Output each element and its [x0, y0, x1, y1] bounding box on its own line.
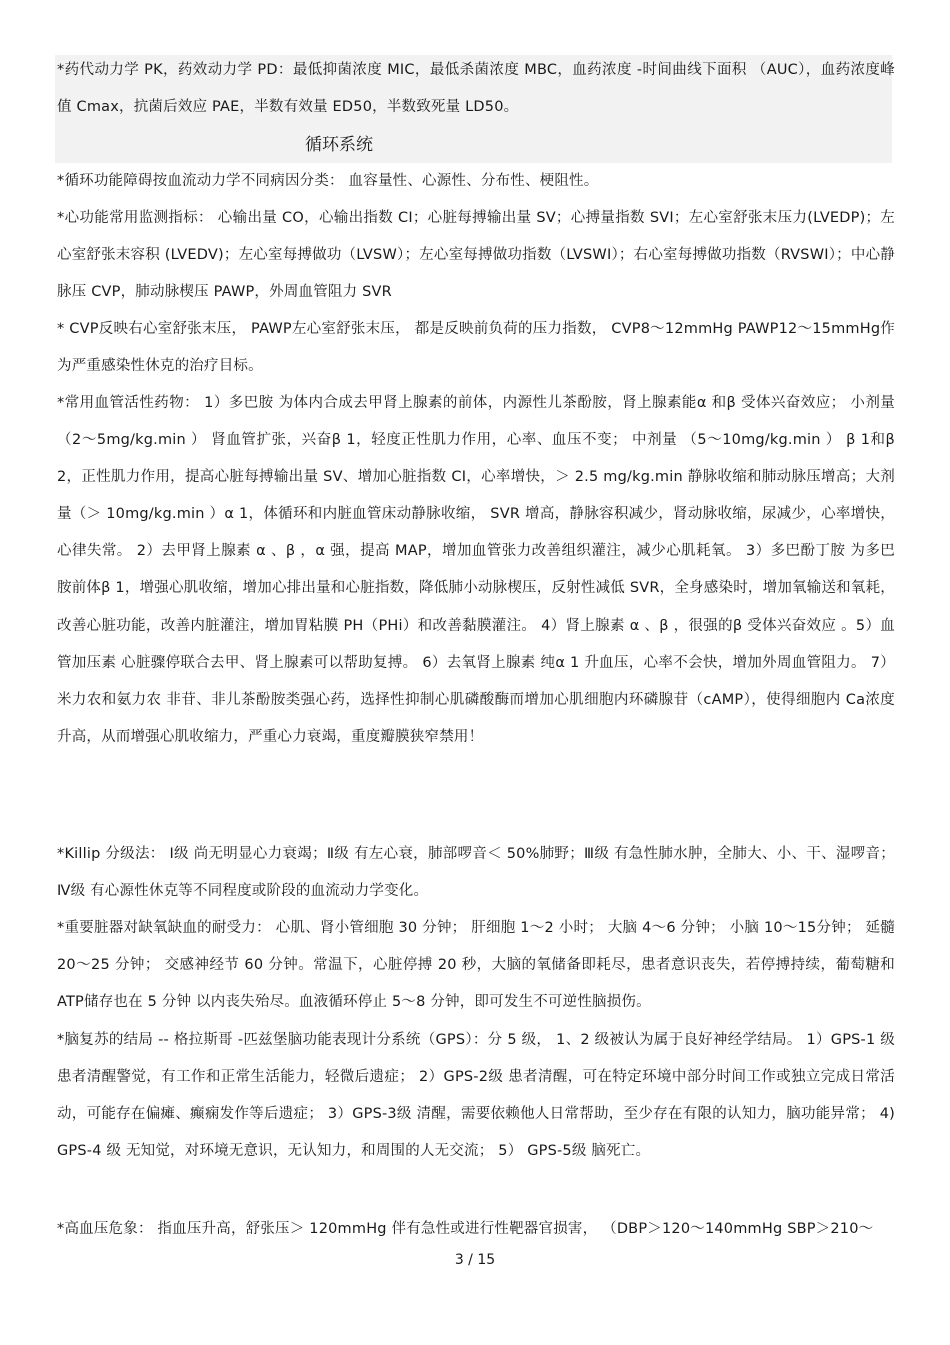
hypertensive-crisis-paragraph: *高血压危象： 指血压升高，舒张压＞ 120mmHg 伴有急性或进行性靶器官损害， （DBP＞120～140mmHg SBP＞210～ [57, 1221, 874, 1237]
cerebral-resuscitation-paragraph: *脑复苏的结局 -- 格拉斯哥 -匹兹堡脑功能表现计分系统（GPS）：分 5 级， 1、2 级被认为属于良好神经学结局。 1）GPS-1 级 患者清醒警觉，有工作和正常生活能力，轻微后遗症； 2）GPS-2级 患者清醒，可在特定环境中部分时间工作或独立完成日常活动，可能存在偏瘫、癫痫发作等后遗症； 3）GPS-3级 清醒，需要依赖他人日常帮助，至少存在有限的认知力，脑功能异常； 4) GPS-4 级 无知觉，对环境无意识，无认知力，和周围的人无交流； 5） GPS-5级 脑死亡。 [57, 1032, 895, 1160]
killip-classification-paragraph: *Killip 分级法： Ⅰ级 尚无明显心力衰竭；Ⅱ级 有左心衰，肺部啰音＜ 50%肺野；Ⅲ级 有急性肺水肿，全肺大、小、干、湿啰音；Ⅳ级 有心源性休克等不同程度或阶段的血流动力学变化。 [57, 846, 895, 900]
vasoactive-drugs-paragraph: *常用血管活性药物： 1）多巴胺 为体内合成去甲肾上腺素的前体，内源性儿茶酚胺，肾上腺素能α 和β 受体兴奋效应； 小剂量 （2～5mg/kg.min ） 肾血管扩张，兴奋β 1，轻度正性肌力作用，心率、血压不变； 中剂量 （5～10mg/kg.min ） β 1和β 2，正性肌力作用，提高心脏每搏输出量 SV、增加心脏指数 CI，心率增快，＞ 2.5 mg/kg.min 静脉收缩和肺动脉压增高；大剂量（＞ 10mg/kg.min ）α 1，体循环和内脏血管床动静脉收缩， SVR 增高，静脉容积减少，肾动脉收缩，尿减少，心率增快，心律失常。 2）去甲肾上腺素 α 、β ，α 强，提高 MAP，增加血管张力改善组织灌注，减少心肌耗氧。 3）多巴酚丁胺 为多巴胺前体β 1，增强心肌收缩，增加心排出量和心脏指数，降低肺小动脉楔压，反射性减低 SVR，全身感染时，增加氧输送和氧耗，改善心脏功能，改善内脏灌注，增加胃粘膜 PH（PHi）和改善黏膜灌注。 4）肾上腺素 α 、β ，很强的β 受体兴奋效应 。5）血管加压素 心脏骤停联合去甲、肾上腺素可以帮助复搏。 6）去氧肾上腺素 纯α 1 升血压，心率不会快，增加外周血管阻力。 7）米力农和氨力农 非苷、非儿茶酚胺类强心药，选择性抑制心肌磷酸酶而增加心肌细胞内环磷腺苷（cAMP），使得细胞内 Ca浓度升高，从而增强心肌收缩力，严重心力衰竭，重度瓣膜狭窄禁用！ [57, 395, 895, 745]
cardiac-monitoring-paragraph: *心功能常用监测指标： 心输出量 CO，心输出指数 CI；心脏每搏输出量 SV；心搏量指数 SVI；左心室舒张末压力(LVEDP)；左心室舒张末容积 (LVEDV)；左心室每搏做功（LVSW）；左心室每搏做功指数（LVSWI）；右心室每搏做功指数（RVSWI）；中心静脉压 CVP，肺动脉楔压 PAWP，外周血管阻力 SVR [57, 210, 895, 301]
ischemia-tolerance-paragraph: *重要脏器对缺氧缺血的耐受力： 心肌、肾小管细胞 30 分钟； 肝细胞 1～2 小时； 大脑 4～6 分钟； 小脑 10～15分钟； 延髓 20～25 分钟； 交感神经节 60 分钟。常温下，心脏停搏 20 秒，大脑的氧储备即耗尽，患者意识丧失，若停搏持续，葡萄糖和 ATP储存也在 5 分钟 以内丧失殆尽。血液循环停止 5～8 分钟，即可发生不可逆性脑损伤。 [57, 920, 895, 1011]
page-number: 3 / 15 [454, 1252, 496, 1268]
cvp-pawp-paragraph: * CVP反映右心室舒张末压， PAWP左心室舒张末压， 都是反映前负荷的压力指数， CVP8～12mmHg PAWP12～15mmHg作为严重感染性休克的治疗目标。 [57, 321, 895, 375]
pharmacology-terms-paragraph: *药代动力学 PK，药效动力学 PD：最低抑菌浓度 MIC，最低杀菌浓度 MBC，血药浓度 -时间曲线下面积 （AUC），血药浓度峰值 Cmax，抗菌后效应 PAE，半数有效量 ED50，半数致死量 LD50。 [57, 62, 895, 116]
circulation-classification-paragraph: *循环功能障碍按血流动力学不同病因分类： 血容量性、心源性、分布性、梗阻性。 [57, 173, 599, 189]
section-title: 循环系统 [305, 135, 373, 155]
